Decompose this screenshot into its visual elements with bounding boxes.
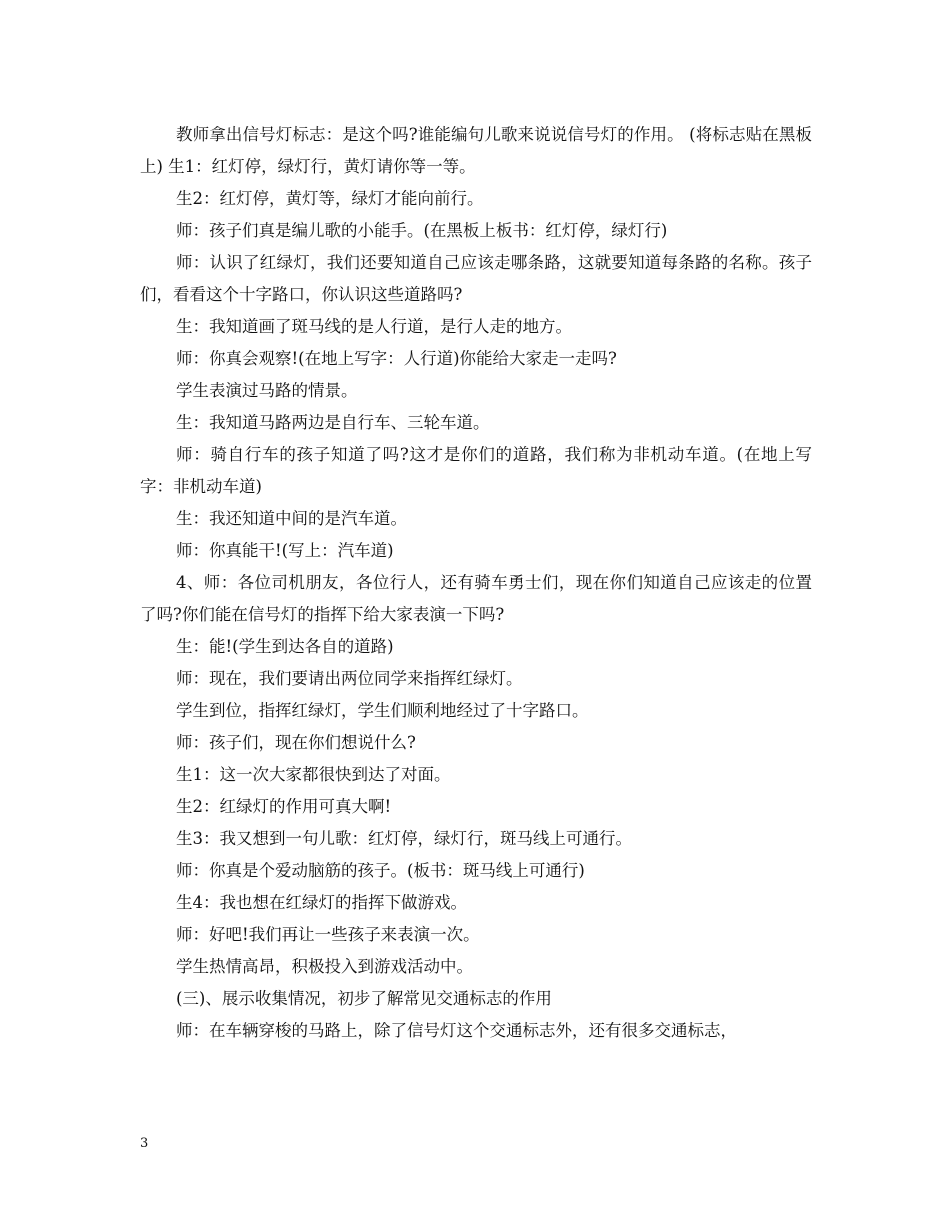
paragraph: 生2：红灯停，黄灯等，绿灯才能向前行。 xyxy=(176,189,484,208)
paragraph: 教师拿出信号灯标志：是这个吗?谁能编句儿歌来说说信号灯的作用。 (将标志贴在黑板上) 生1：红灯停，绿灯行，黄灯请你等一等。 xyxy=(140,125,812,176)
paragraph: 师：在车辆穿梭的马路上，除了信号灯这个交通标志外，还有很多交通标志， xyxy=(176,1021,737,1040)
paragraph: 学生到位，指挥红绿灯，学生们顺利地经过了十字路口。 xyxy=(176,701,589,720)
paragraph: 生：我知道马路两边是自行车、三轮车道。 xyxy=(176,413,490,432)
paragraph: 师：你真能干!(写上：汽车道) xyxy=(176,541,394,560)
paragraph: 4、师：各位司机朋友，各位行人，还有骑车勇士们，现在你们知道自己应该走的位置了吗?你们能在信号灯的指挥下给大家表演一下吗? xyxy=(140,573,812,624)
paragraph: 生1：这一次大家都很快到达了对面。 xyxy=(176,765,451,784)
paragraph: 生2：红绿灯的作用可真大啊! xyxy=(176,797,392,816)
paragraph: 师：现在，我们要请出两位同学来指挥红绿灯。 xyxy=(176,669,523,688)
paragraph: 师：孩子们，现在你们想说什么? xyxy=(176,733,416,752)
page-number: 3 xyxy=(140,1136,149,1151)
paragraph: 师：孩子们真是编儿歌的小能手。(在黑板上板书：红灯停，绿灯行) xyxy=(176,221,668,240)
paragraph: 生：我知道画了斑马线的是人行道，是行人走的地方。 xyxy=(176,317,572,336)
paragraph: 师：认识了红绿灯，我们还要知道自己应该走哪条路，这就要知道每条路的名称。孩子们，看看这个十字路口，你认识这些道路吗? xyxy=(140,253,812,304)
paragraph: 学生表演过马路的情景。 xyxy=(176,381,358,400)
paragraph: 生：能!(学生到达各自的道路) xyxy=(176,637,394,656)
document-body xyxy=(140,119,812,1047)
paragraph: 学生热情高昂，积极投入到游戏活动中。 xyxy=(176,957,473,976)
paragraph: 师：你真会观察!(在地上写字：人行道)你能给大家走一走吗? xyxy=(176,349,617,368)
paragraph: (三)、展示收集情况，初步了解常见交通标志的作用 xyxy=(176,989,552,1008)
paragraph: 生：我还知道中间的是汽车道。 xyxy=(176,509,407,528)
paragraph: 师：骑自行车的孩子知道了吗?这才是你们的道路，我们称为非机动车道。(在地上写字：非机动车道) xyxy=(140,445,812,496)
paragraph: 师：你真是个爱动脑筋的孩子。(板书：斑马线上可通行) xyxy=(176,861,585,880)
paragraph: 师：好吧!我们再让一些孩子来表演一次。 xyxy=(176,925,480,944)
paragraph: 生4：我也想在红绿灯的指挥下做游戏。 xyxy=(176,893,467,912)
paragraph: 生3：我又想到一句儿歌：红灯停，绿灯行，斑马线上可通行。 xyxy=(176,829,632,848)
